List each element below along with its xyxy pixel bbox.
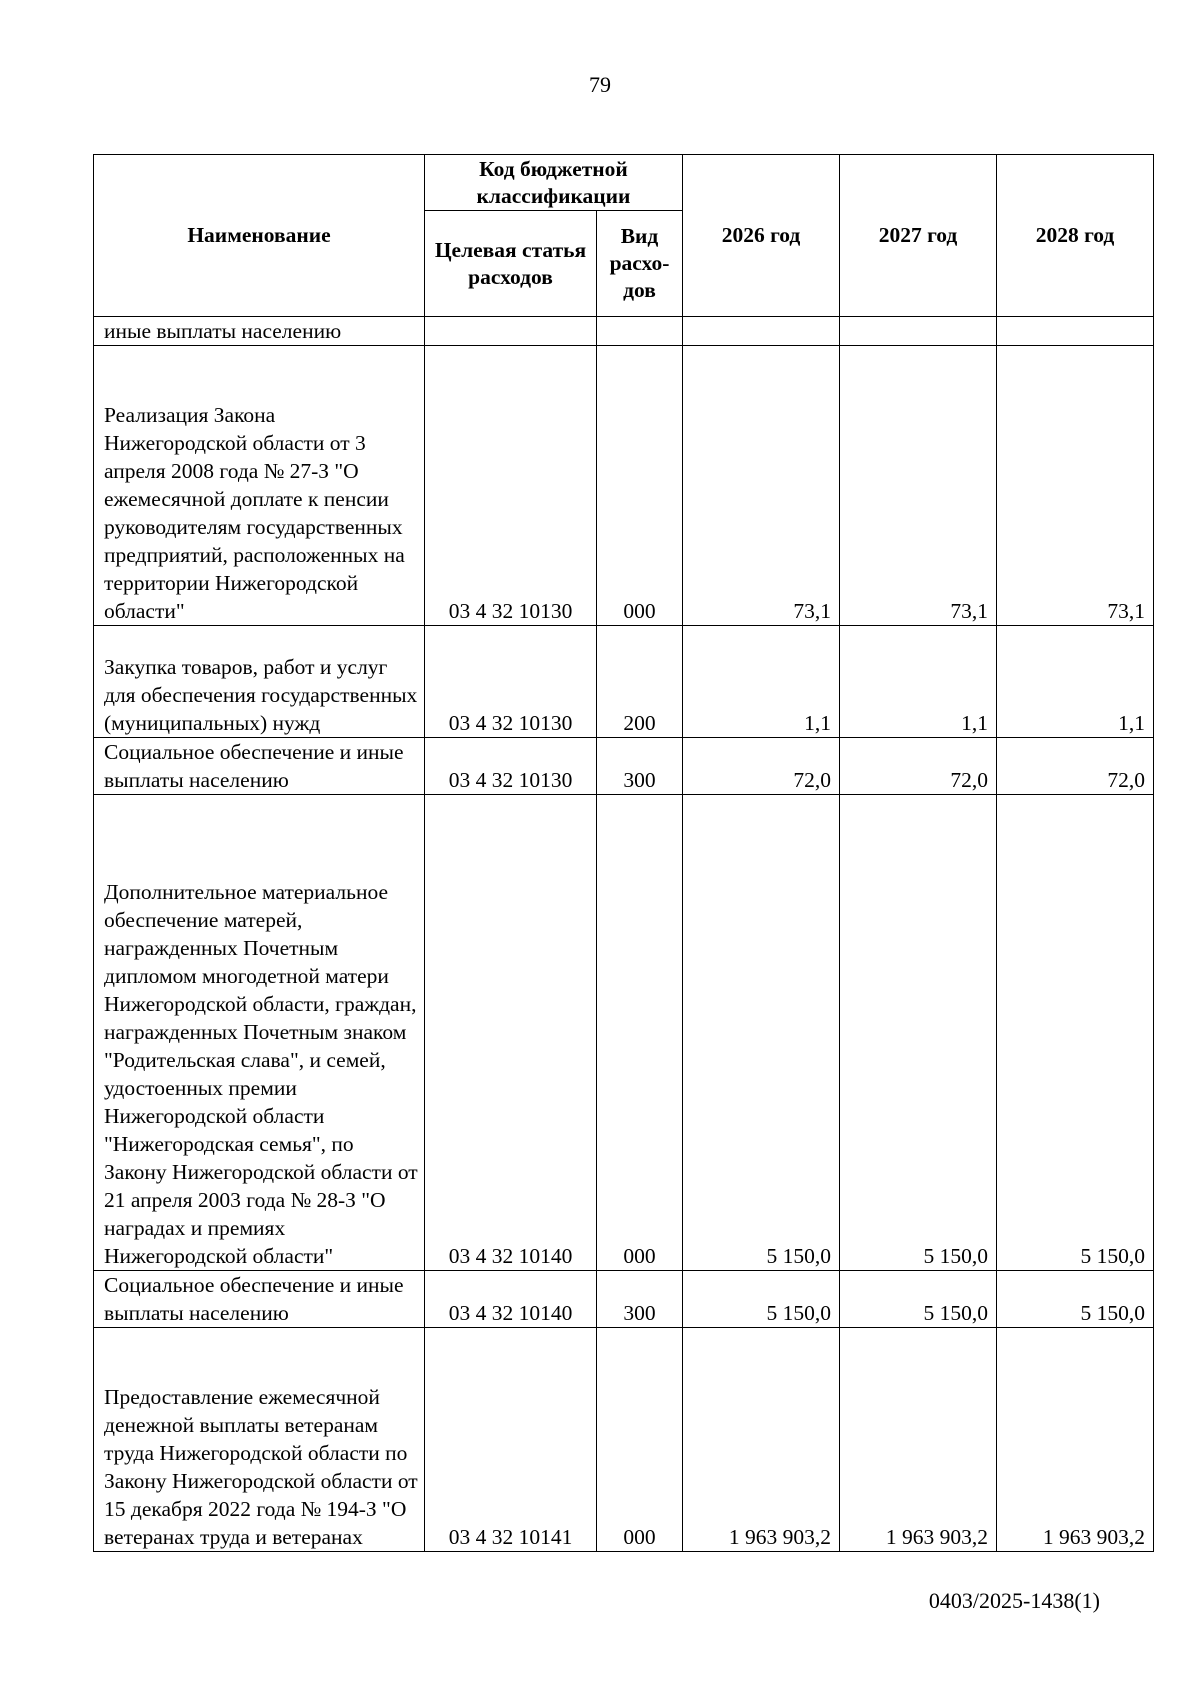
table-body [94,317,1154,1552]
row-target-article [425,317,597,346]
row-target-article: 03 4 32 10130 [425,738,597,795]
page-number: 79 [589,72,611,97]
row-value-2027: 5 150,0 [840,795,997,1271]
header-expense-type: Вид расхо-дов [597,211,683,317]
budget-table [93,154,1154,1552]
row-name: Реализация Закона Нижегородской области от 3 апреля 2008 года № 27-З "О ежемесячной доплате к пенсии руководителям государственных предприятий, расположенных на территории Нижегородской области" [94,346,425,626]
row-value-2026: 73,1 [683,346,840,626]
row-name: Дополнительное материальное обеспечение матерей, награжденных Почетным дипломом многодетной матери Нижегородской области, граждан, награжденных Почетным знаком "Родительская слава", и семей, удостоенных премии Нижегородской области "Нижегородская семья", по Закону Нижегородской области от 21 апреля 2003 года № 28-З "О наградах и премиях Нижегородской области" [94,795,425,1271]
row-value-2026: 72,0 [683,738,840,795]
row-value-2026 [683,317,840,346]
row-name: Социальное обеспечение и иные выплаты населению [94,1271,425,1328]
document-id: 0403/2025-1438(1) [928,1588,1100,1613]
table-row [94,1271,1154,1328]
row-value-2027: 1 963 903,2 [840,1328,997,1552]
header-year-2027: 2027 год [840,155,997,317]
row-target-article: 03 4 32 10140 [425,795,597,1271]
table-row [94,626,1154,738]
row-expense-type: 000 [597,795,683,1271]
row-value-2027: 73,1 [840,346,997,626]
row-name: иные выплаты населению [94,317,425,346]
row-expense-type: 000 [597,346,683,626]
row-value-2027: 5 150,0 [840,1271,997,1328]
row-target-article: 03 4 32 10141 [425,1328,597,1552]
row-value-2026: 5 150,0 [683,795,840,1271]
row-value-2026: 5 150,0 [683,1271,840,1328]
row-expense-type: 000 [597,1328,683,1552]
table-row [94,1328,1154,1552]
row-value-2027: 1,1 [840,626,997,738]
row-value-2028: 1,1 [997,626,1154,738]
row-value-2028: 73,1 [997,346,1154,626]
header-name: Наименование [94,155,425,317]
row-value-2028 [997,317,1154,346]
row-expense-type: 300 [597,1271,683,1328]
row-expense-type: 300 [597,738,683,795]
row-value-2028: 5 150,0 [997,1271,1154,1328]
row-name: Социальное обеспечение и иные выплаты населению [94,738,425,795]
row-target-article: 03 4 32 10130 [425,346,597,626]
row-value-2027 [840,317,997,346]
table-row [94,795,1154,1271]
table-row [94,317,1154,346]
row-name: Предоставление ежемесячной денежной выплаты ветеранам труда Нижегородской области по Закону Нижегородской области от 15 декабря 2022 года № 194-З "О ветеранах труда и ветеранах [94,1328,425,1552]
row-name: Закупка товаров, работ и услуг для обеспечения государственных (муниципальных) нужд [94,626,425,738]
row-value-2028: 5 150,0 [997,795,1154,1271]
header-year-2028: 2028 год [997,155,1154,317]
header-classification: Код бюджетной классификации [425,155,683,211]
header-year-2026: 2026 год [683,155,840,317]
header-target-article: Целевая статья расходов [425,211,597,317]
table-row [94,738,1154,795]
row-value-2028: 1 963 903,2 [997,1328,1154,1552]
row-value-2027: 72,0 [840,738,997,795]
table-row [94,346,1154,626]
row-target-article: 03 4 32 10140 [425,1271,597,1328]
row-expense-type [597,317,683,346]
row-value-2028: 72,0 [997,738,1154,795]
row-value-2026: 1,1 [683,626,840,738]
row-expense-type: 200 [597,626,683,738]
row-target-article: 03 4 32 10130 [425,626,597,738]
table-header [94,155,1154,317]
row-value-2026: 1 963 903,2 [683,1328,840,1552]
